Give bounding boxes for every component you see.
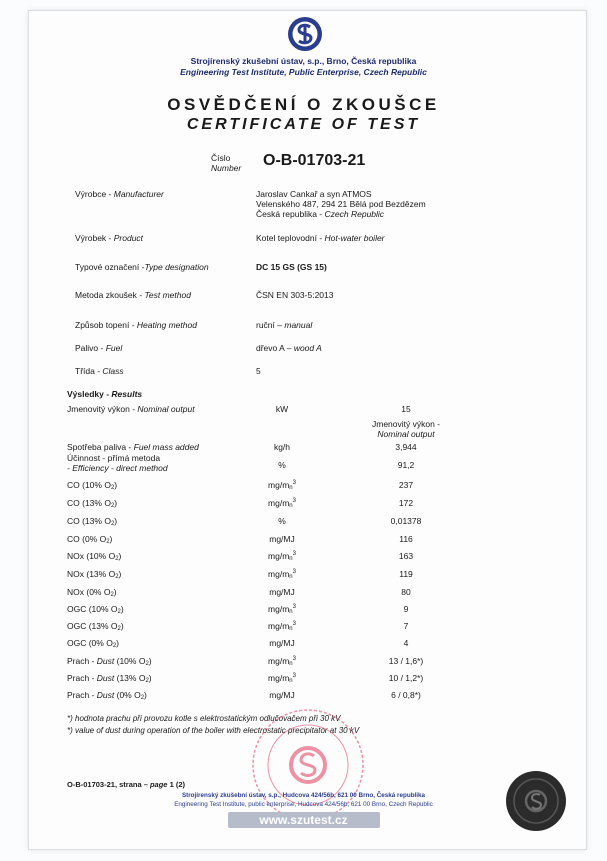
certificate-number: O-B-01703-21 — [263, 152, 366, 169]
result-label: Prach - Dust (0% $O_2$) — [67, 690, 147, 701]
type-label: Typové označení -Type designation — [75, 262, 209, 272]
result-label: CO (10% $O_2$) — [67, 480, 118, 491]
footer-address-cz: Strojírenský zkušební ústav, s.p., Hudcova 424/56b, 621 00 Brno, Česká republika — [181, 792, 426, 799]
result-value: 6 / 0,8*) — [391, 690, 421, 700]
result-label: NOx (13% $O_2$) — [67, 569, 122, 580]
result-value: 91,2 — [397, 460, 415, 470]
result-value: 3,944 — [395, 442, 417, 452]
result-label: NOx (10% $O_2$) — [67, 551, 122, 562]
title-en: CERTIFICATE OF TEST — [186, 116, 421, 133]
szu-logo-icon — [287, 16, 323, 52]
result-unit: $mg/m_n^3$ — [268, 498, 296, 509]
result-value: 0,01378 — [390, 516, 422, 526]
embossed-seal-icon — [505, 770, 567, 832]
result-value: 80 — [401, 587, 411, 597]
manufacturer-label: Výrobce - Manufacturer — [75, 189, 164, 199]
result-label: CO (13% $O_2$) — [67, 516, 118, 527]
website-link[interactable]: www.szutest.cz — [259, 813, 348, 827]
result-unit: mg/MJ — [269, 638, 295, 648]
result-value: 9 — [403, 604, 409, 614]
number-label-cz: Číslo — [211, 153, 231, 163]
result-label: Prach - Dust (13% $O_2$) — [67, 673, 152, 684]
result-value: 4 — [403, 638, 409, 648]
result-unit: mg/MJ — [269, 587, 295, 597]
heating-value: ruční – manual — [256, 320, 313, 330]
result-unit: % — [278, 460, 286, 470]
result-unit: $mg/m_n^3$ — [268, 656, 296, 667]
result-value: 237 — [398, 480, 414, 490]
result-unit: $mg/m_n^3$ — [268, 480, 296, 491]
result-value: 10 / 1,2*) — [388, 673, 424, 683]
title-cz: OSVĚDČENÍ O ZKOUŠCE — [167, 95, 440, 114]
page-number: O-B-01703-21, strana – page 1 (2) — [67, 780, 185, 789]
result-value: 7 — [403, 621, 409, 631]
result-label: OGC (13% $O_2$) — [67, 621, 124, 632]
result-value: 172 — [398, 498, 414, 508]
result-unit: kW — [275, 404, 289, 414]
result-label: CO (0% $O_2$) — [67, 534, 113, 545]
institute-name-en: Engineering Test Institute, Public Enterprise, Czech Republic — [180, 67, 427, 77]
result-label: CO (13% $O_2$) — [67, 498, 118, 509]
nominal-output-header: Jmenovitý výkon - Nominal output — [371, 419, 441, 439]
institute-name-cz: Strojírenský zkušební ústav, s.p., Brno, Česká republika — [190, 56, 417, 66]
heating-label: Způsob topení - Heating method — [75, 320, 197, 330]
result-value: 13 / 1,6*) — [388, 656, 424, 666]
fuel-label: Palivo - Fuel — [75, 343, 123, 353]
product-value: Kotel teplovodní - Hot-water boiler — [256, 233, 385, 243]
result-label: Spotřeba paliva - Fuel mass added — [67, 442, 199, 452]
result-unit: mg/MJ — [269, 690, 295, 700]
footer-address-en: Engineering Test Institute, public enterprise, Hudcova 424/56b, 621 00 Brno, Czech Republic — [174, 801, 433, 808]
method-value: ČSN EN 303-5:2013 — [256, 290, 334, 300]
result-value: 15 — [401, 404, 411, 414]
result-unit: $mg/m_n^3$ — [268, 604, 296, 615]
class-label: Třída - Class — [75, 366, 124, 376]
class-value: 5 — [256, 366, 261, 376]
result-value: 163 — [398, 551, 414, 561]
type-value: DC 15 GS (GS 15) — [256, 262, 327, 272]
product-label: Výrobek - Product — [75, 233, 144, 243]
result-unit: $mg/m_n^3$ — [268, 673, 296, 684]
result-label: NOx (0% $O_2$) — [67, 587, 117, 598]
fuel-value: dřevo A – wood A — [256, 343, 322, 353]
official-stamp-icon — [233, 700, 383, 830]
result-label: Jmenovitý výkon - Nominal output — [67, 404, 195, 414]
result-label: OGC (0% $O_2$) — [67, 638, 119, 649]
manufacturer-value: Jaroslav Cankař a syn ATMOS Velenského 487, 294 21 Bělá pod Bezdězem Česká republika - Czech Republic — [256, 189, 426, 219]
result-label: Prach - Dust (10% $O_2$) — [67, 656, 152, 667]
result-unit: % — [278, 516, 286, 526]
results-heading: Výsledky - Results — [67, 389, 143, 399]
footnote-cz: *) hodnota prachu při provozu kotle s elektrostatickým odlučovačem při 30 kV — [67, 714, 341, 723]
result-unit: $mg/m_n^3$ — [268, 569, 296, 580]
method-label: Metoda zkoušek - Test method — [75, 290, 191, 300]
result-value: 119 — [399, 569, 413, 579]
result-unit: $mg/m_n^3$ — [268, 551, 296, 562]
result-unit: $mg/m_n^3$ — [268, 621, 296, 632]
number-label-en: Number — [211, 163, 242, 173]
result-unit: kg/h — [273, 442, 291, 452]
result-value: 116 — [399, 534, 413, 544]
result-label: Účinnost - přímá metoda - Efficiency - direct method — [67, 453, 168, 473]
result-label: OGC (10% $O_2$) — [67, 604, 124, 615]
footnote-en: *) value of dust during operation of the boiler with electrostatic precipitator at 30 kV — [67, 726, 360, 735]
result-unit: mg/MJ — [269, 534, 295, 544]
number-label — [211, 153, 241, 173]
